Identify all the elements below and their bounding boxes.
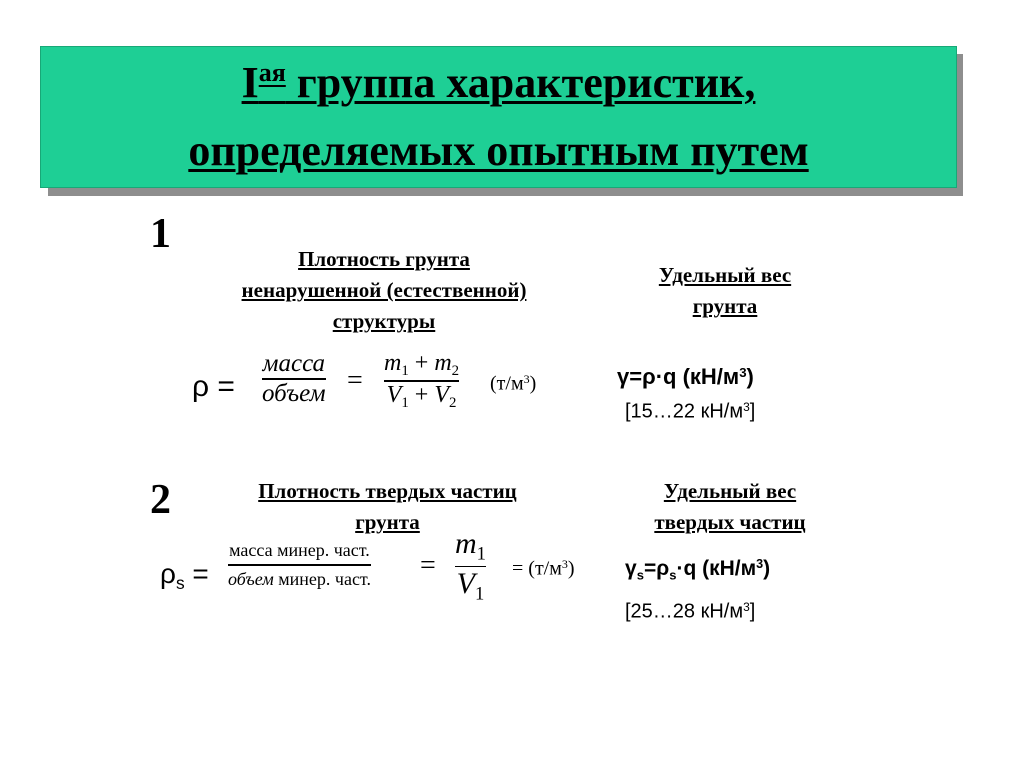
gamma-range-1: [15…22 $кН/м^3$]: [625, 400, 756, 423]
equals-sign-2: =: [420, 550, 436, 581]
fraction-mass-volume: масса объем: [262, 350, 326, 407]
unit-1: $(т/м^3)$: [490, 372, 537, 395]
fraction-m1-over-v1: $m_1$ $V_1$: [455, 527, 486, 605]
section-2-number: 2: [150, 477, 171, 523]
gamma-formula-1: γ=ρ·q $(кН/м^3)$: [617, 364, 754, 389]
section-1-number: 1: [150, 211, 171, 257]
title-line-2: определяемых опытным путем: [188, 126, 809, 175]
unit-2: = $(т/м^3)$: [512, 557, 575, 580]
equals-sign-1: =: [347, 365, 363, 396]
section-1-left-heading: Плотность грунта ненарушенной (естественной) структуры: [241, 247, 527, 333]
section-2-right-heading: Удельный вес твердых частиц: [654, 479, 806, 534]
title-banner: [40, 46, 957, 188]
section-2-left-heading: Плотность твердых частиц грунта: [258, 479, 517, 534]
fraction-mineral-mass-volume: масса минер. част. объем минер. част.: [228, 540, 371, 589]
gamma-formula-2: $\gamma_s=\rho_s\cdot q$ $(кН/м^3)$: [625, 557, 771, 583]
gamma-range-2: [25…28 $кН/м^3$]: [625, 600, 756, 623]
fraction-m-over-v: $m_1 + m_2$ $V_1 + V_2$: [384, 350, 460, 411]
section-1-right-heading: Удельный вес грунта: [658, 263, 792, 318]
rho-s-lhs: $\rho_s$ =: [160, 558, 209, 594]
rho-lhs: ρ =: [192, 370, 235, 403]
title-line-1: $I^{ая}$ группа характеристик,: [241, 58, 756, 107]
